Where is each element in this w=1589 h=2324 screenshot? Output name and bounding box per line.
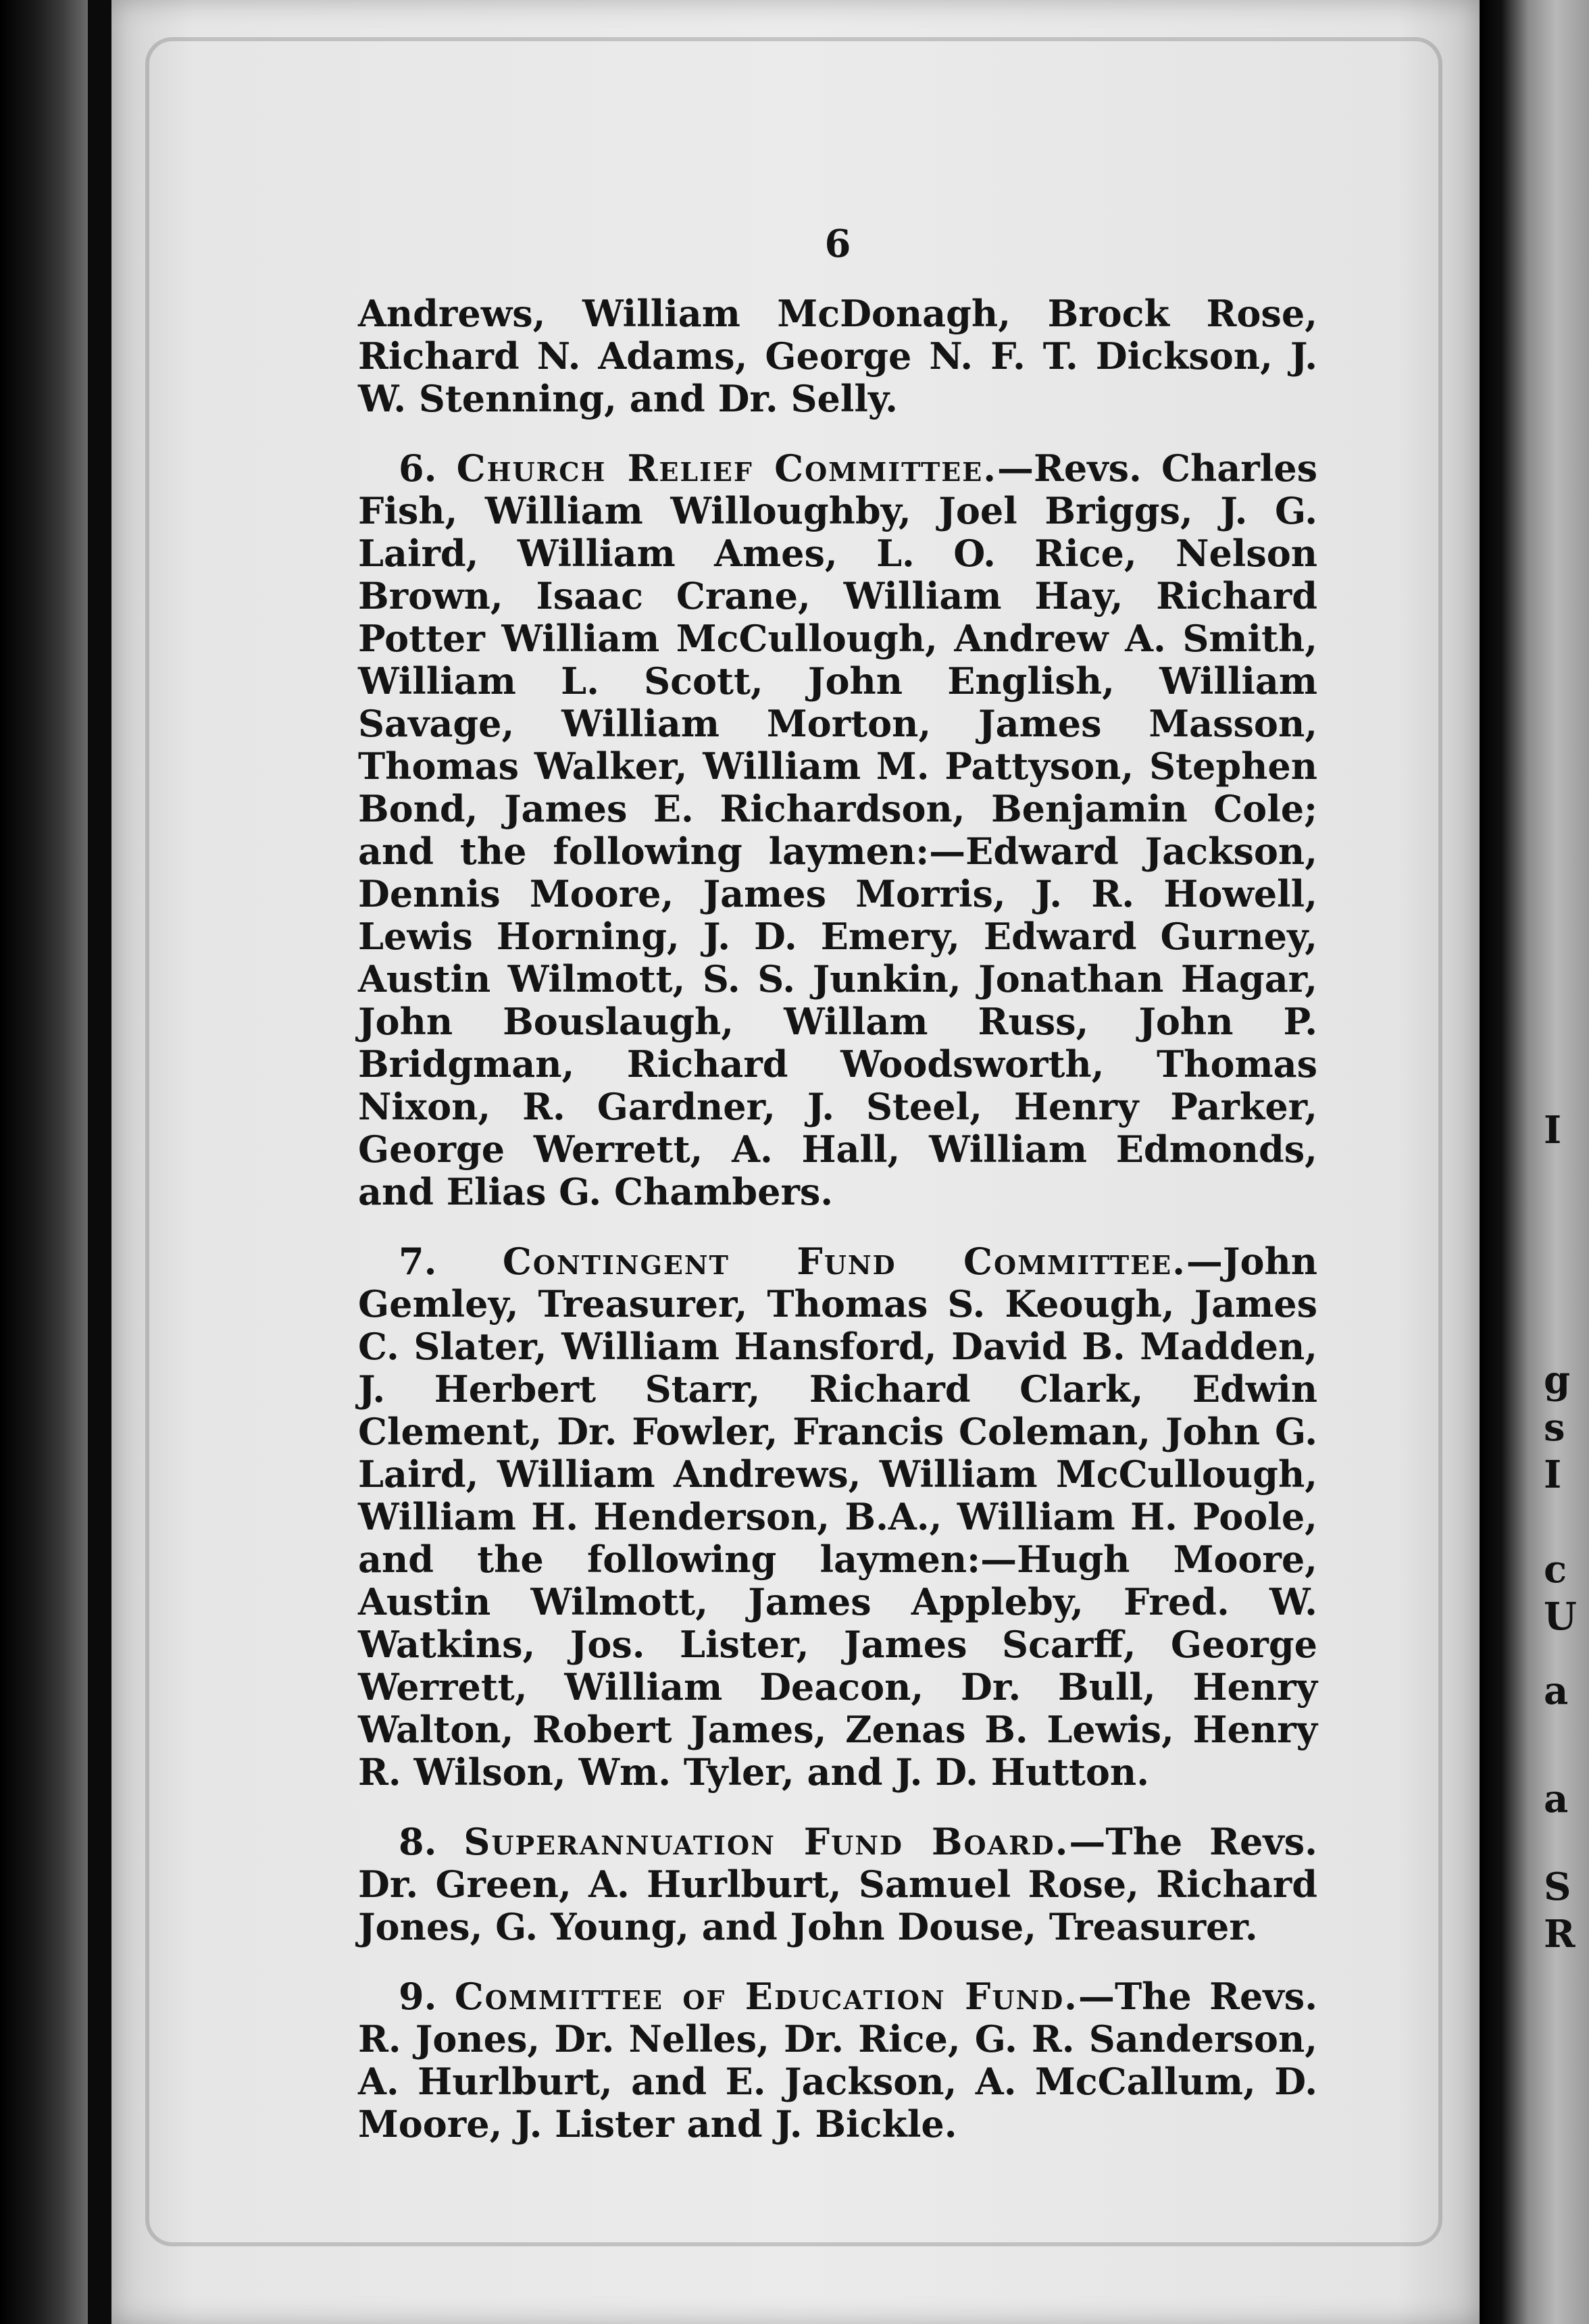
- fragment-letter: S: [1544, 1865, 1571, 1909]
- section-6: [358, 447, 1317, 1213]
- section-body: —John Gemley, Treasurer, Thomas S. Keough, James C. Slater, William Hansford, David B. Madden, J. Herbert Starr, Richard Clark, Edwin Clement, Dr. Fowler, Francis Coleman, John G. Laird, William Andrews, William McCullough, William H. Henderson, B.A., William H. Poole, and the following laymen:—Hugh Moore, Austin Wilmott, James Appleby, Fred. W. Watkins, Jos. Lister, James Scarff, George Werrett, William Deacon, Dr. Bull, Henry Walton, Robert James, Zenas B. Lewis, Henry R. Wilson, Wm. Tyler, and J. D. Hutton.: [358, 1240, 1317, 1794]
- left-scan-edge: [0, 0, 88, 2324]
- section-body: —Revs. Charles Fish, William Willoughby, Joel Briggs, J. G. Laird, William Ames, L. O. Rice, Nelson Brown, Isaac Crane, William Hay, Richard Potter William McCullough, Andrew A. Smith, William L. Scott, John English, William Savage, William Morton, James Masson, Thomas Walker, William M. Pattyson, Stephen Bond, James E. Richardson, Benjamin Cole; and the following laymen:—Edward Jackson, Dennis Moore, James Morris, J. R. Howell, Lewis Horning, J. D. Emery, Edward Gurney, Austin Wilmott, S. S. Junkin, Jonathan Hagar, John Bouslaugh, Willam Russ, John P. Bridgman, Richard Woodsworth, Thomas Nixon, R. Gardner, J. Steel, Henry Parker, George Werrett, A. Hall, William Edmonds, and Elias G. Chambers.: [358, 447, 1317, 1213]
- adjacent-page-strip: [1480, 0, 1589, 2324]
- section-heading: Contingent Fund Committee.: [502, 1240, 1186, 1283]
- section-7: [358, 1240, 1317, 1794]
- section-number: 7.: [399, 1240, 437, 1283]
- section-9: [358, 1975, 1317, 2146]
- page-text: [358, 223, 1317, 2146]
- continuation-paragraph: Andrews, William McDonagh, Brock Rose, Richard N. Adams, George N. F. T. Dickson, J. W. Stenning, and Dr. Selly.: [358, 292, 1317, 420]
- section-heading: Church Relief Committee.: [456, 447, 997, 490]
- section-body: —The Revs. Dr. Green, A. Hurlburt, Samuel Rose, Richard Jones, G. Young, and John Douse, Treasurer.: [358, 1820, 1317, 1948]
- fragment-letter: c: [1544, 1547, 1567, 1592]
- section-number: 9.: [399, 1975, 437, 2018]
- fragment-letter: a: [1544, 1777, 1569, 1821]
- page-number: 6: [824, 222, 851, 266]
- adjacent-page-fragments: [1544, 0, 1584, 2324]
- fragment-letter: U: [1544, 1594, 1577, 1639]
- fragment-letter: I: [1544, 1452, 1562, 1497]
- section-8: [358, 1821, 1317, 1948]
- fragment-letter: g: [1544, 1358, 1571, 1403]
- fragment-letter: s: [1544, 1405, 1565, 1450]
- section-number: 8.: [399, 1820, 437, 1863]
- fragment-letter: I: [1544, 1108, 1562, 1153]
- section-heading: Committee of Education Fund.: [454, 1975, 1078, 2018]
- fragment-letter: R: [1544, 1912, 1575, 1956]
- section-body: —The Revs. R. Jones, Dr. Nelles, Dr. Rice, G. R. Sanderson, A. Hurlburt, and E. Jackson, A. McCallum, D. Moore, J. Lister and J. Bickle.: [358, 1975, 1317, 2146]
- fragment-letter: a: [1544, 1669, 1569, 1713]
- section-heading: Superannuation Fund Board.: [463, 1820, 1069, 1863]
- section-number: 6.: [399, 447, 437, 490]
